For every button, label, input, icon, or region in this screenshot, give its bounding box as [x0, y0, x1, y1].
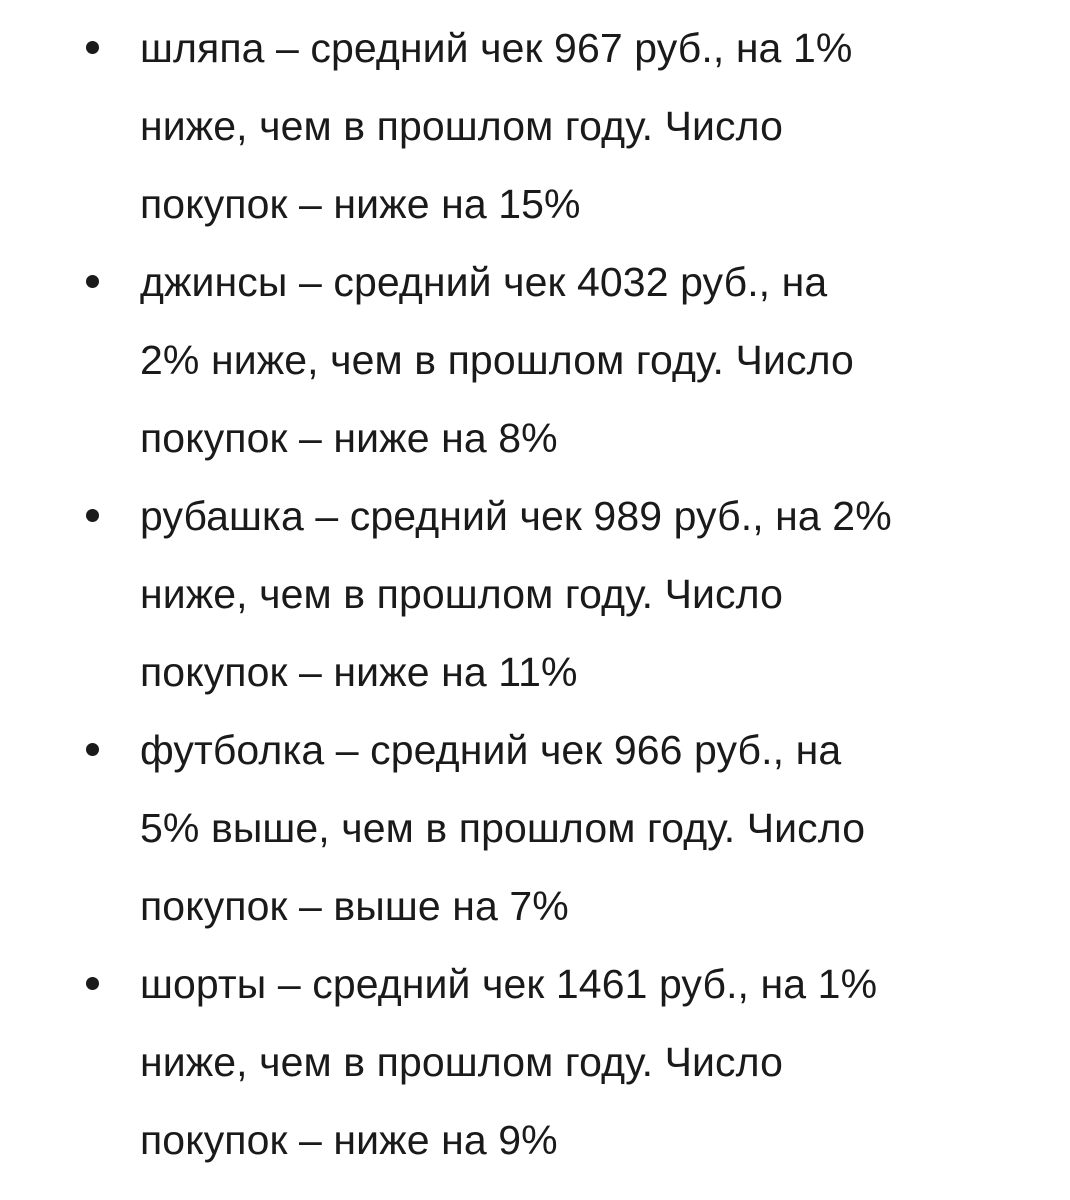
item-text-line: шорты – средний чек 1461 руб., на 1%	[140, 961, 878, 1007]
item-text-line: покупок – ниже на 9%	[140, 1117, 558, 1163]
bullet-icon	[86, 509, 99, 522]
bullet-icon	[86, 41, 99, 54]
list-item-tshirt	[0, 711, 1070, 945]
list-item-shorts	[0, 945, 1070, 1179]
item-text-line: 2% ниже, чем в прошлом году. Число	[140, 337, 854, 383]
list-item-jeans	[0, 243, 1070, 477]
item-text-line: покупок – выше на 7%	[140, 883, 569, 929]
item-text-line: 5% выше, чем в прошлом году. Число	[140, 805, 866, 851]
item-text-line: ниже, чем в прошлом году. Число	[140, 571, 784, 617]
bullet-icon	[86, 977, 99, 990]
item-text-line: джинсы – средний чек 4032 руб., на	[140, 259, 828, 305]
item-text-line: рубашка – средний чек 989 руб., на 2%	[140, 493, 892, 539]
bullet-list	[0, 9, 1070, 1179]
item-text-line: ниже, чем в прошлом году. Число	[140, 1039, 784, 1085]
item-text-line: шляпа – средний чек 967 руб., на 1%	[140, 25, 853, 71]
item-text-line: покупок – ниже на 15%	[140, 181, 581, 227]
list-item-shirt	[0, 477, 1070, 711]
bullet-icon	[86, 743, 99, 756]
item-text-line: ниже, чем в прошлом году. Число	[140, 103, 784, 149]
bullet-icon	[86, 275, 99, 288]
item-text-line: покупок – ниже на 8%	[140, 415, 558, 461]
list-item-hat	[0, 9, 1070, 243]
item-text-line: футболка – средний чек 966 руб., на	[140, 727, 842, 773]
item-text-line: покупок – ниже на 11%	[140, 649, 578, 695]
